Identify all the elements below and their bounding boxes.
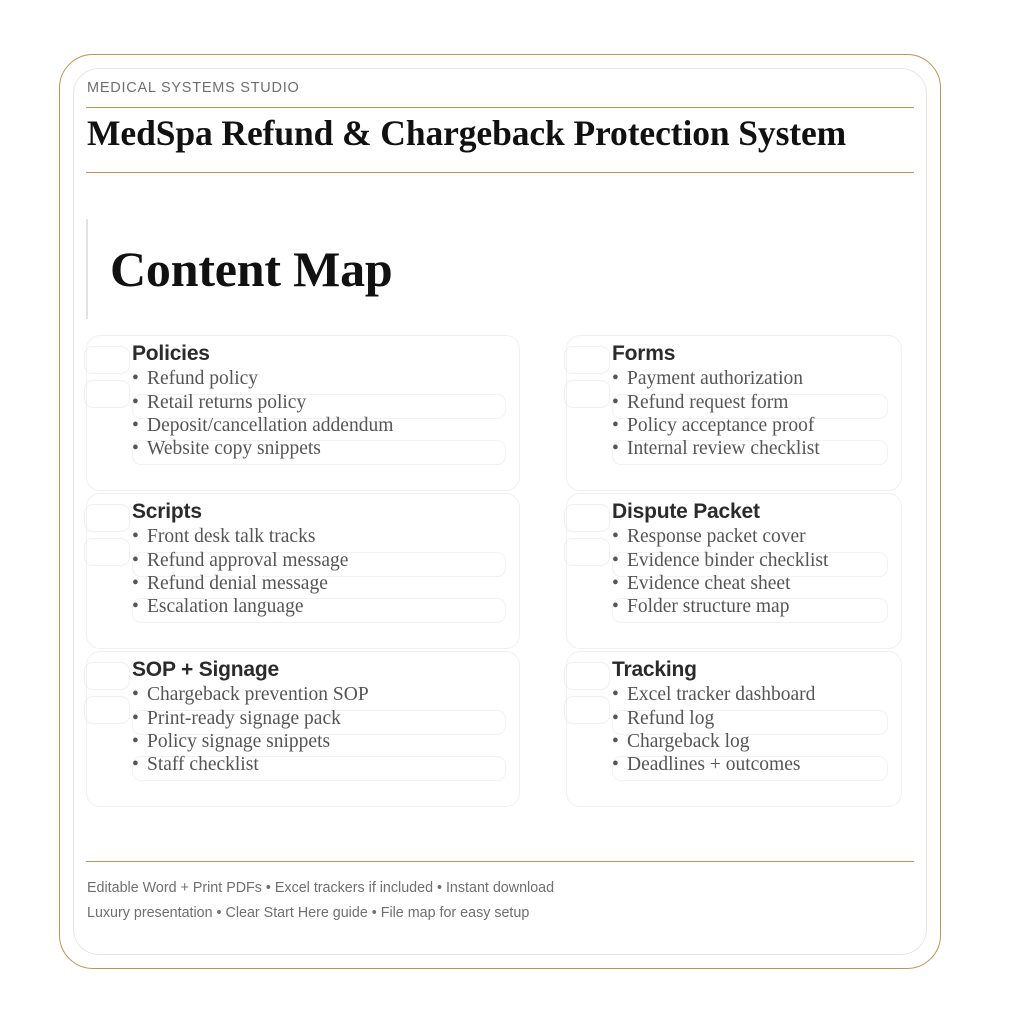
bullet-icon: •	[612, 526, 619, 548]
list-item-label: Escalation language	[147, 596, 304, 618]
card-title: Forms	[612, 341, 676, 365]
list-item-label: Refund log	[627, 707, 715, 729]
list-item	[132, 753, 520, 776]
document-frame	[59, 54, 941, 969]
card-item-list	[612, 525, 902, 618]
list-item-label: Staff checklist	[147, 754, 259, 776]
list-item-label: Refund policy	[147, 368, 259, 390]
list-item-label: Retail returns policy	[147, 391, 307, 413]
bullet-icon: •	[132, 596, 139, 618]
list-item	[132, 595, 520, 618]
section-header	[86, 217, 914, 321]
bullet-icon: •	[132, 730, 139, 752]
section-accent-bar	[86, 219, 88, 319]
card-body	[566, 335, 902, 461]
header-rule-bottom	[86, 172, 914, 173]
content-map-column-left	[86, 335, 520, 809]
bullet-icon: •	[612, 707, 619, 729]
bullet-icon: •	[132, 684, 139, 706]
list-item-label: Policy signage snippets	[147, 730, 331, 752]
list-item-label: Website copy snippets	[147, 438, 321, 460]
bullet-icon: •	[612, 684, 619, 706]
list-item-label: Internal review checklist	[627, 438, 820, 460]
bullet-icon: •	[132, 754, 139, 776]
list-item-label: Folder structure map	[627, 596, 790, 618]
list-item-label: Refund approval message	[147, 549, 349, 571]
list-item-label: Excel tracker dashboard	[627, 684, 816, 706]
bullet-icon: •	[612, 391, 619, 413]
list-item	[612, 437, 902, 460]
bullet-icon: •	[132, 391, 139, 413]
list-item	[132, 367, 520, 390]
card-body	[86, 651, 520, 777]
list-item-label: Refund request form	[627, 391, 789, 413]
card-item-list	[612, 367, 902, 460]
list-item-label: Front desk talk tracks	[147, 526, 316, 548]
list-item-label: Print-ready signage pack	[147, 707, 341, 729]
card-title: Policies	[132, 341, 210, 365]
content-card-sop-signage	[86, 651, 520, 807]
list-item	[132, 572, 520, 595]
content-map-grid	[86, 335, 914, 795]
list-item	[612, 367, 902, 390]
card-body	[566, 651, 902, 777]
content-card-scripts	[86, 493, 520, 649]
content-map-column-right	[566, 335, 902, 809]
list-item	[612, 730, 902, 753]
list-item	[612, 549, 902, 572]
card-title: Dispute Packet	[612, 499, 760, 523]
card-body	[86, 335, 520, 461]
bullet-icon: •	[612, 438, 619, 460]
document-content	[86, 70, 914, 953]
list-item	[132, 391, 520, 414]
list-item-label: Deposit/cancellation addendum	[147, 414, 394, 436]
content-card-dispute-packet	[566, 493, 902, 649]
list-item	[132, 549, 520, 572]
list-item	[612, 683, 902, 706]
card-item-list	[132, 525, 520, 618]
bullet-icon: •	[132, 549, 139, 571]
list-item-label: Chargeback prevention SOP	[147, 684, 369, 706]
list-item	[612, 707, 902, 730]
document-footer	[86, 861, 914, 926]
bullet-icon: •	[132, 572, 139, 594]
list-item-label: Refund denial message	[147, 572, 328, 594]
bullet-icon: •	[612, 596, 619, 618]
bullet-icon: •	[612, 368, 619, 390]
section-title: Content Map	[110, 240, 393, 297]
list-item-label: Response packet cover	[627, 526, 806, 548]
list-item-label: Policy acceptance proof	[627, 414, 815, 436]
list-item	[612, 595, 902, 618]
footer-line-one: Editable Word + Print PDFs • Excel trackers if included • Instant download	[87, 880, 555, 896]
list-item	[132, 437, 520, 460]
list-item	[612, 753, 902, 776]
list-item	[132, 730, 520, 753]
bullet-icon: •	[132, 368, 139, 390]
content-card-policies	[86, 335, 520, 491]
list-item	[132, 683, 520, 706]
content-card-forms	[566, 335, 902, 491]
bullet-icon: •	[132, 526, 139, 548]
card-item-list	[612, 683, 902, 776]
studio-eyebrow: MEDICAL SYSTEMS STUDIO	[87, 80, 300, 96]
list-item	[612, 414, 902, 437]
bullet-icon: •	[612, 730, 619, 752]
bullet-icon: •	[132, 707, 139, 729]
list-item	[132, 414, 520, 437]
card-title: SOP + Signage	[132, 657, 279, 681]
card-body	[86, 493, 520, 619]
document-title: MedSpa Refund & Chargeback Protection System	[87, 113, 847, 153]
footer-line-two: Luxury presentation • Clear Start Here guide • File map for easy setup	[87, 905, 530, 921]
bullet-icon: •	[132, 438, 139, 460]
list-item	[612, 391, 902, 414]
list-item	[612, 572, 902, 595]
list-item-label: Evidence binder checklist	[627, 549, 829, 571]
list-item	[612, 525, 902, 548]
list-item-label: Payment authorization	[627, 368, 803, 390]
list-item-label: Deadlines + outcomes	[627, 754, 801, 776]
card-title: Scripts	[132, 499, 202, 523]
card-item-list	[132, 683, 520, 776]
bullet-icon: •	[612, 414, 619, 436]
card-body	[566, 493, 902, 619]
card-item-list	[132, 367, 520, 460]
list-item	[132, 525, 520, 548]
card-title: Tracking	[612, 657, 697, 681]
content-card-tracking	[566, 651, 902, 807]
bullet-icon: •	[612, 754, 619, 776]
list-item	[132, 707, 520, 730]
bullet-icon: •	[612, 549, 619, 571]
bullet-icon: •	[612, 572, 619, 594]
list-item-label: Evidence cheat sheet	[627, 572, 791, 594]
bullet-icon: •	[132, 414, 139, 436]
list-item-label: Chargeback log	[627, 730, 750, 752]
